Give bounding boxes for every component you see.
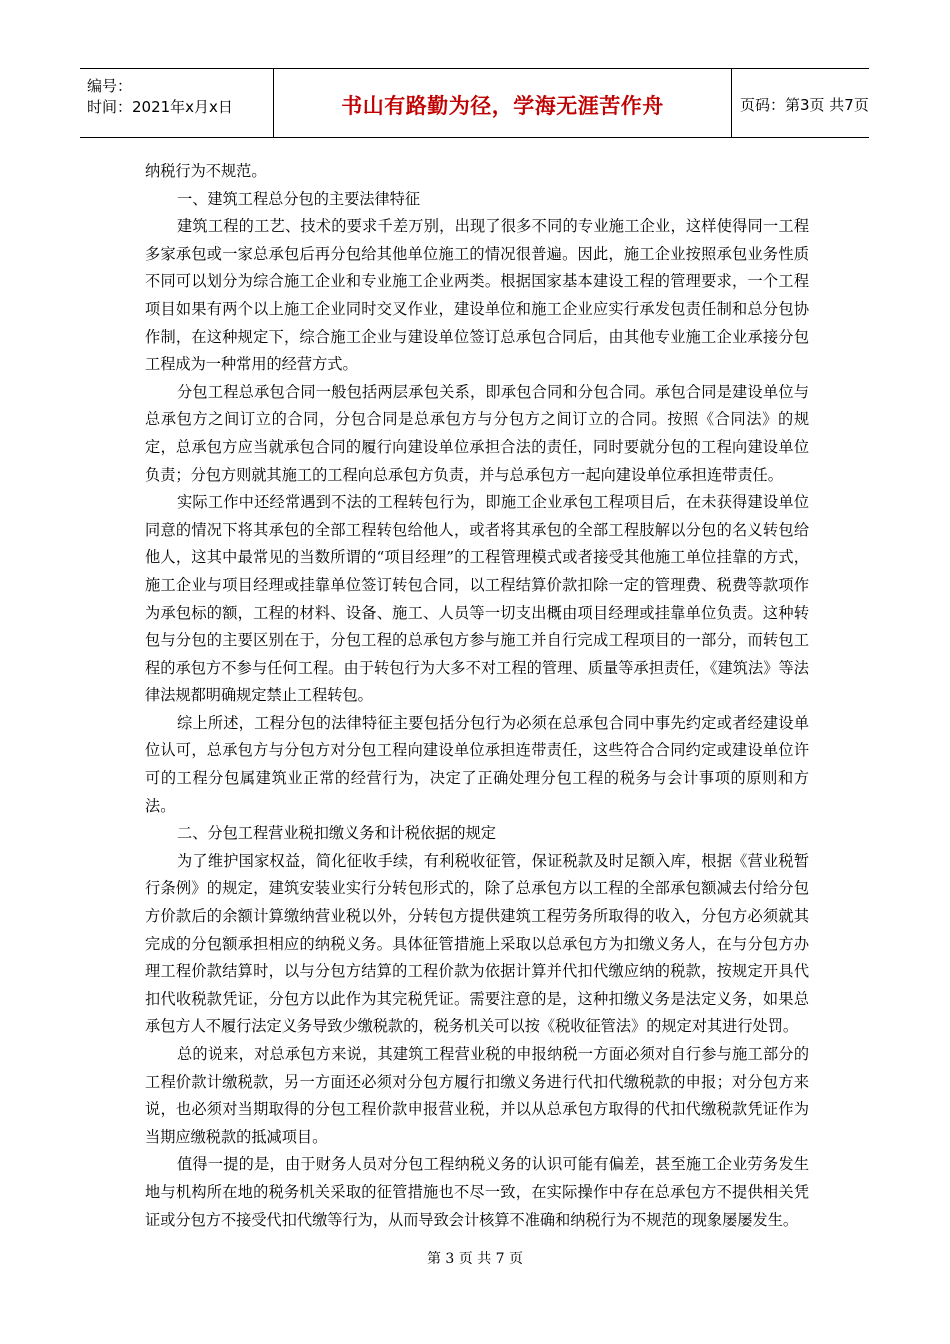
document-body — [145, 158, 809, 1234]
section-heading-2: 二、分包工程营业税扣缴义务和计税依据的规定 — [177, 824, 496, 843]
body-paragraph: 实际工作中还经常遇到不法的工程转包行为，即施工企业承包工程项目后，在未获得建设单位同意的情况下将其承包的全部工程转包给他人，或者将其承包的全部工程肢解以分包的名义转包给他人，这其中最常见的当数所谓的“项目经理”的工程管理模式或者接受其他施工单位挂靠的方式，施工企业与项目经理或挂靠单位签订转包合同，以工程结算价款扣除一定的管理费、税费等款项作为承包标的额，工程的材料、设备、施工、人员等一切支出概由项目经理或挂靠单位负责。这种转包与分包的主要区别在于，分包工程的总承包方参与施工并自行完成工程项目的一部分，而转包工程的承包方不参与任何工程。由于转包行为大多不对工程的管理、质量等承担责任，《建筑法》等法律法规都明确规定禁止工程转包。 — [145, 493, 809, 705]
body-paragraph: 综上所述，工程分包的法律特征主要包括分包行为必须在总承包合同中事先约定或者经建设单位认可，总承包方与分包方对分包工程向建设单位承担连带责任，这些符合合同约定或建设单位许可的工程分包属建筑业正常的经营行为，决定了正确处理分包工程的税务与会计事项的原则和方法。 — [145, 713, 809, 815]
body-paragraph: 分包工程总承包合同一般包括两层承包关系，即承包合同和分包合同。承包合同是建设单位与总承包方之间订立的合同，分包合同是总承包方与分包方之间订立的合同。按照《合同法》的规定，总承包方应当就承包合同的履行向建设单位承担合法的责任，同时要就分包的工程向建设单位负责；分包方则就其施工的工程向总承包方负责，并与总承包方一起向建设单位承担连带责任。 — [145, 382, 809, 484]
document-number-label: 编号： — [87, 77, 133, 95]
body-paragraph: 为了维护国家权益，简化征收手续，有利税收征管，保证税款及时足额入库，根据《营业税暂行条例》的规定，建筑安装业实行分转包形式的，除了总承包方以工程的全部承包额减去付给分包方价款后的余额计算缴纳营业税以外，分转包方提供建筑工程劳务所取得的收入，分包方必须就其完成的分包额承担相应的纳税义务。具体征管措施上采取以总承包方为扣缴义务人，在与分包方办理工程价款结算时，以与分包方结算的工程价款为依据计算并代扣代缴应纳的税款，按规定开具代扣代收税款凭证，分包方以此作为其完税凭证。需要注意的是，这种扣缴义务是法定义务，如果总承包方人不履行法定义务导致少缴税款的，税务机关可以按《税收征管法》的规定对其进行处罚。 — [145, 851, 809, 1036]
paragraph-continuation: 纳税行为不规范。 — [145, 162, 267, 180]
header-page-info: 页码：第3页 共7页 — [740, 96, 869, 114]
body-paragraph: 建筑工程的工艺、技术的要求千差万别，出现了很多不同的专业施工企业，这样使得同一工程多家承包或一家总承包后再分包给其他单位施工的情况很普遍。因此，施工企业按照承包业务性质不同可以划分为综合施工企业和专业施工企业两类。根据国家基本建设工程的管理要求，一个工程项目如果有两个以上施工企业同时交叉作业，建设单位和施工企业应实行承发包责任制和总分包协作制，在这种规定下，综合施工企业与建设单位签订总承包合同后，由其他专业施工企业承接分包工程成为一种常用的经营方式。 — [145, 217, 809, 374]
page-footer: 第 3 页 共 7 页 — [426, 1251, 524, 1267]
body-paragraph: 值得一提的是，由于财务人员对分包工程纳税义务的认识可能有偏差，甚至施工企业劳务发生地与机构所在地的税务机关采取的征管措施也不尽一致，在实际操作中存在总承包方不提供相关凭证或分包方不接受代扣代缴等行为，从而导致会计核算不准确和纳税行为不规范的现象屡屡发生。 — [145, 1155, 809, 1229]
body-paragraph: 总的说来，对总承包方来说，其建筑工程营业税的申报纳税一方面必须对自行参与施工部分的工程价款计缴税款，另一方面还必须对分包方履行扣缴义务进行代扣代缴税款的申报；对分包方来说，也必须对当期取得的分包工程价款申报营业税，并以从总承包方取得的代扣代缴税款凭证作为当期应缴税款的抵减项目。 — [145, 1045, 809, 1146]
header-motto: 书山有路勤为径，学海无涯苦作舟 — [341, 94, 664, 118]
section-heading-1: 一、建筑工程总分包的主要法律特征 — [177, 189, 420, 208]
header-meta-cell — [80, 69, 274, 137]
document-date: 时间：2021年x月x日 — [87, 98, 233, 116]
header-page-cell — [732, 69, 869, 137]
header-motto-cell — [274, 69, 732, 137]
page-header — [80, 68, 869, 138]
